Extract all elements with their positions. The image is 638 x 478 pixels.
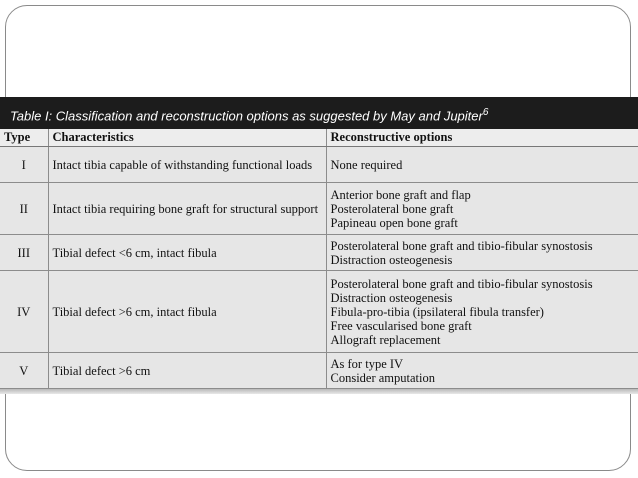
- table-row: [0, 183, 638, 235]
- table-row: [0, 235, 638, 271]
- option-line: Anterior bone graft and flap: [330, 187, 471, 202]
- options-cell: [326, 235, 638, 271]
- type-cell: I: [0, 147, 48, 183]
- options-cell: [326, 271, 638, 353]
- table-row: [0, 271, 638, 353]
- characteristics-cell: Tibial defect >6 cm: [48, 353, 326, 389]
- classification-table: [0, 129, 638, 389]
- option-line: Papineau open bone graft: [330, 215, 458, 230]
- type-cell: III: [0, 235, 48, 271]
- options-cell: [326, 183, 638, 235]
- option-line: Posterolateral bone graft and tibio-fibular synostosis: [330, 276, 593, 291]
- option-line: Distraction osteogenesis: [330, 290, 453, 305]
- option-line: Fibula-pro-tibia (ipsilateral fibula transfer): [330, 304, 544, 319]
- table-row: [0, 353, 638, 389]
- header-reconstructive-options: Reconstructive options: [326, 129, 638, 147]
- options-cell: [326, 353, 638, 389]
- type-cell: IV: [0, 271, 48, 353]
- characteristics-cell: Tibial defect >6 cm, intact fibula: [48, 271, 326, 353]
- caption-reference: 6: [482, 107, 489, 118]
- header-type: Type: [0, 129, 48, 147]
- caption-text: Table I: Classification and reconstruction options as suggested by May and Jupiter: [10, 108, 483, 124]
- table-caption: [0, 97, 638, 129]
- option-line: Posterolateral bone graft and tibio-fibular synostosis: [330, 238, 593, 253]
- header-characteristics: Characteristics: [48, 129, 326, 147]
- options-cell: [326, 147, 638, 183]
- option-line: Allograft replacement: [330, 332, 441, 347]
- option-line: Free vascularised bone graft: [330, 318, 472, 333]
- table-header-row: [0, 129, 638, 147]
- option-line: Posterolateral bone graft: [330, 201, 454, 216]
- characteristics-cell: Intact tibia capable of withstanding functional loads: [48, 147, 326, 183]
- option-line: Distraction osteogenesis: [330, 252, 453, 267]
- type-cell: II: [0, 183, 48, 235]
- characteristics-cell: Tibial defect <6 cm, intact fibula: [48, 235, 326, 271]
- option-line: As for type IV: [330, 356, 404, 371]
- table-row: [0, 147, 638, 183]
- type-cell: V: [0, 353, 48, 389]
- table-figure: [0, 97, 638, 394]
- table-bottom-shadow: [0, 389, 638, 394]
- characteristics-cell: Intact tibia requiring bone graft for structural support: [48, 183, 326, 235]
- option-line: Consider amputation: [330, 370, 435, 385]
- option-line: None required: [330, 157, 403, 172]
